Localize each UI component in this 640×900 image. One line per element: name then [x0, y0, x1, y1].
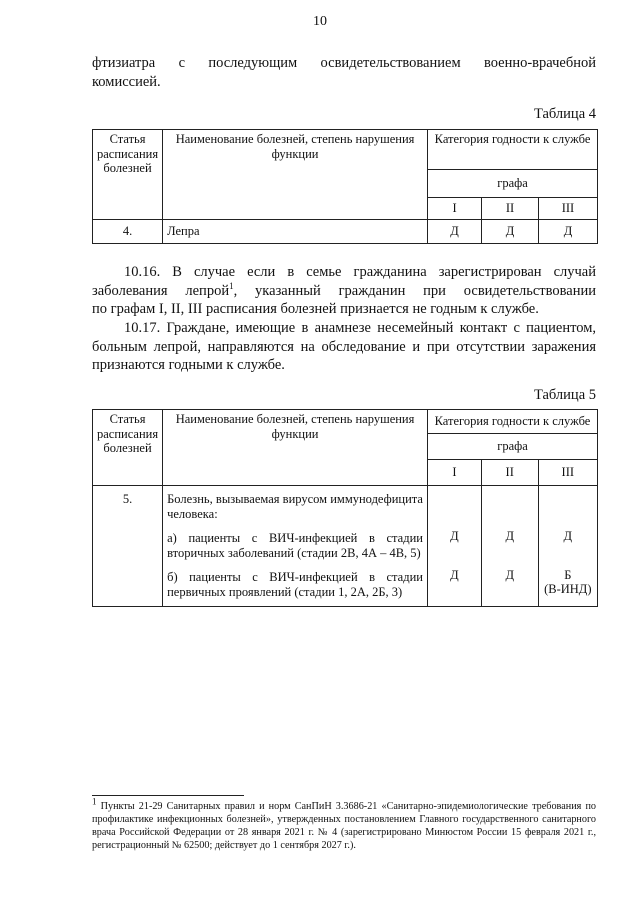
table5-col-1: I	[427, 460, 481, 486]
table5-caption: Таблица 5	[533, 387, 596, 403]
paragraph-10-16	[92, 263, 596, 319]
para-line: 10.16. В случае если в семье гражданина зарегистрирован случай	[124, 264, 596, 280]
value-b-extra: (В-ИНД)	[544, 582, 592, 596]
footnote-text: Пункты 21-29 Санитарных правил и норм СанПиН 3.3686-21 «Санитарно-эпидемиологические требования по профилактике инфекционных болезней», утвержденных постановлением Главного государственного санитарного врача Российской Федерации от 28 января 2021 г. № 4 (зарегистрировано Минюстом России 15 февраля 2021 г., регистрационный № 62500; действует до 1 сентября 2027 г.).	[92, 801, 596, 851]
table5-row-name	[163, 486, 428, 607]
table5-col-3: III	[538, 460, 597, 486]
table4-row-value: Д	[538, 220, 597, 244]
footnote	[92, 796, 596, 852]
table4-col-3: III	[538, 198, 597, 220]
disease-title: Болезнь, вызываемая вирусом иммунодефицита человека:	[167, 492, 423, 521]
table4-row-name: Лепра	[163, 220, 428, 244]
table4-row-value: Д	[428, 220, 482, 244]
table4-col-2: II	[482, 198, 539, 220]
value-a: Д	[505, 529, 514, 543]
table4-col-1: I	[428, 198, 482, 220]
disease-subitem-a: а) пациенты с ВИЧ-инфекцией в стадии вторичных заболеваний (стадии 2В, 4А – 4В, 5)	[167, 531, 423, 560]
para-line: 10.17. Граждане, имеющие в анамнезе несемейный контакт с пациентом,	[124, 320, 596, 336]
table4-caption: Таблица 4	[533, 106, 596, 122]
para-line: заболевания лепрой$^1$, указанный гражданин при освидетельствовании	[92, 280, 597, 299]
value-a: Д	[450, 529, 459, 543]
table4-row-value: Д	[482, 220, 539, 244]
table4-row-article: 4.	[93, 220, 163, 244]
table4-header-article: Статья расписания болезней	[93, 130, 163, 220]
paragraph-10-17	[92, 319, 596, 375]
para-line: больным лепрой, направляются на обследование и при отсутствии заражения	[92, 338, 596, 355]
table5-row-cell	[481, 486, 538, 607]
value-b: Д	[450, 567, 459, 582]
para-line: по графам I, II, III расписания болезней признается не годным к службе.	[92, 301, 539, 317]
table4-header-name: Наименование болезней, степень нарушения функции	[163, 130, 428, 220]
footnote-marker: 1	[229, 280, 234, 291]
table5-row-cell	[538, 486, 597, 607]
table4-header-grafa: графа	[428, 170, 598, 198]
value-a: Д	[563, 529, 573, 543]
table5-header-grafa: графа	[427, 434, 597, 460]
intro-paragraph	[92, 54, 596, 91]
footnote-marker: 1	[92, 796, 97, 807]
table5-row-cell	[427, 486, 481, 607]
value-b: Д	[505, 567, 514, 582]
table5-header-name: Наименование болезней, степень нарушения функции	[163, 410, 428, 486]
table5-header-category: Категория годности к службе	[427, 410, 597, 434]
intro-line: фтизиатра с последующим освидетельствованием военно-врачебной	[92, 55, 596, 71]
table4-header-category: Категория годности к службе	[428, 130, 598, 170]
table-5	[92, 409, 598, 607]
table5-row-article: 5.	[93, 486, 163, 607]
table-4	[92, 129, 598, 244]
value-b: Б	[564, 567, 572, 582]
para-line: признаются годными к службе.	[92, 357, 285, 373]
table5-header-article: Статья расписания болезней	[93, 410, 163, 486]
table5-col-2: II	[481, 460, 538, 486]
disease-subitem-b: б) пациенты с ВИЧ-инфекцией в стадии первичных проявлений (стадии 1, 2А, 2Б, 3)	[167, 570, 423, 599]
page-number: 10	[313, 14, 327, 29]
footnote-rule	[92, 795, 244, 796]
intro-line: комиссией.	[92, 73, 161, 90]
